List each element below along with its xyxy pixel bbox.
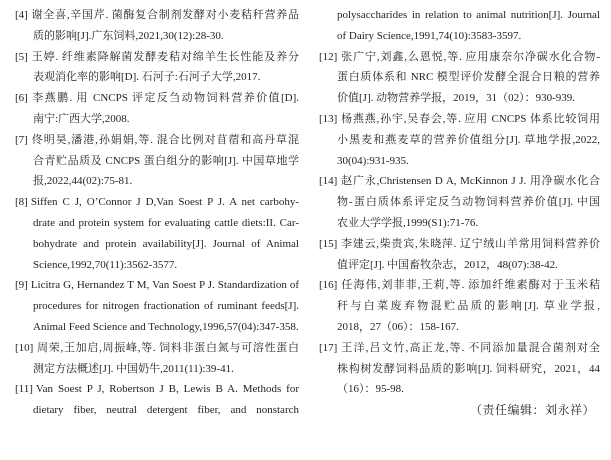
reference-item bbox=[319, 171, 600, 233]
reference-first-line bbox=[319, 338, 600, 359]
reference-line: dietary fiber, neutral detergent fiber, and nonstarch bbox=[33, 404, 299, 417]
reference-line: 30(04):931-935. bbox=[337, 154, 409, 167]
reference-first-line bbox=[15, 88, 299, 109]
reference-line: of Dairy Science,1991,74(10):3583-3597. bbox=[337, 29, 522, 42]
reference-number: [13] bbox=[319, 112, 338, 125]
left-column bbox=[15, 5, 299, 421]
reference-line: 表观消化率的影响[D]. 石河子:石河子大学,2017. bbox=[33, 71, 261, 84]
reference-number: [4] bbox=[15, 9, 28, 21]
reference-number: [17] bbox=[319, 341, 338, 354]
reference-first-line bbox=[15, 130, 299, 151]
reference-line: Science,1992,70(11):3562-3577. bbox=[33, 258, 178, 271]
reference-number: [10] bbox=[15, 341, 34, 354]
reference-first-line bbox=[15, 5, 299, 26]
reference-number: [5] bbox=[15, 50, 28, 63]
reference-text: 李建云,柴贵宾,朱晓萍. 辽宁绒山羊常用饲料营养价 bbox=[340, 237, 600, 250]
reference-first-line bbox=[319, 109, 600, 130]
reference-number: [11] bbox=[15, 383, 33, 396]
reference-text: 王婷. 纤维素降解菌发酵麦秸对绵羊生长性能及养分 bbox=[30, 50, 299, 63]
reference-line: Animal Feed Science and Technology,1996,57(04):347-358. bbox=[33, 320, 299, 333]
reference-first-line bbox=[15, 192, 299, 213]
reference-list bbox=[319, 47, 600, 401]
reference-line: 值评定[J]. 中国畜牧杂志，2012，48(07):38-42. bbox=[337, 258, 558, 271]
reference-number: [15] bbox=[319, 237, 338, 250]
reference-line: 2018，27（06）：158-167. bbox=[337, 320, 459, 333]
reference-item bbox=[15, 338, 299, 380]
reference-text: Siffen C J, O’Connor J D,Van Soest P J. A net carbohy- bbox=[30, 196, 299, 209]
reference-continuation bbox=[319, 5, 600, 47]
reference-line: 蛋白质体系和 NRC 模型评价发酵全混合日粮的营养 bbox=[337, 71, 600, 84]
reference-item bbox=[15, 379, 299, 421]
reference-number: [12] bbox=[319, 50, 338, 63]
reference-line: 报,2022,44(02):75-81. bbox=[33, 175, 133, 188]
reference-number: [8] bbox=[15, 196, 28, 209]
reference-text: 周荣,王加启,周振峰,等. 饲料非蛋白氮与可溶性蛋白 bbox=[36, 341, 299, 354]
reference-line: 株构树发酵饲料品质的影响[J]. 饲料研究，2021，44 bbox=[337, 362, 600, 375]
reference-first-line bbox=[15, 338, 299, 359]
reference-first-line bbox=[319, 234, 600, 255]
reference-line: 合青贮品质及 CNCPS 蛋白组分的影响[J]. 中国草地学 bbox=[33, 154, 299, 167]
reference-text: 张广宁,刘鑫,么恩悦,等. 应用康奈尔净碳水化合物- bbox=[340, 50, 600, 63]
reference-line: 秆与白菜废弃物混贮品质的影响[J]. 草业学报, bbox=[337, 300, 600, 313]
reference-item bbox=[15, 88, 299, 130]
reference-line: 农业大学学报,1999(S1):71-76. bbox=[337, 216, 479, 229]
reference-item bbox=[15, 47, 299, 89]
reference-line: polysaccharides in relation to animal nutrition[J]. Journal bbox=[337, 9, 600, 21]
reference-item bbox=[15, 275, 299, 337]
reference-line: 测定方法概述[J]. 中国奶牛,2011(11):39-41. bbox=[33, 362, 234, 375]
reference-line: procedures for nitrogen fractionation of ruminant feeds[J]. bbox=[33, 300, 299, 313]
right-column bbox=[319, 5, 600, 421]
reference-text: 谢全喜,辛国芹. 菌酶复合制剂发酵对小麦秸秆营养品 bbox=[30, 9, 299, 21]
reference-item bbox=[319, 109, 600, 171]
reference-text: Van Soest P J, Robertson J B, Lewis B A. Methods for bbox=[35, 383, 299, 396]
reference-line: 质的影响[J].广东饲料,2021,30(12):28-30. bbox=[33, 29, 224, 42]
reference-first-line bbox=[15, 379, 299, 400]
reference-first-line bbox=[15, 47, 299, 68]
reference-text: 王洋,吕文竹,高正龙,等. 不同添加量混合菌剂对全 bbox=[340, 341, 600, 354]
reference-line: （16）：95-98. bbox=[337, 383, 404, 396]
reference-item bbox=[319, 47, 600, 109]
editor-note: （责任编辑：刘永祥） bbox=[469, 403, 595, 418]
reference-text: 杨燕燕,孙宇,吴春会,等. 应用 CNCPS 体系比较饲用 bbox=[340, 112, 600, 125]
reference-item bbox=[319, 234, 600, 276]
reference-text: 赵广永,Christensen D A, McKinnon J J. 用净碳水化合 bbox=[340, 175, 600, 188]
reference-item bbox=[15, 130, 299, 192]
reference-first-line bbox=[15, 275, 299, 296]
reference-item bbox=[319, 275, 600, 337]
reference-text: 佟明昊,潘港,孙娟娟,等. 混合比例对苜蓿和高丹草混 bbox=[30, 133, 299, 146]
reference-first-line bbox=[319, 47, 600, 68]
reference-line: 价值[J]. 动物营养学报，2019，31（02）：930-939. bbox=[337, 92, 576, 105]
reference-first-line bbox=[319, 171, 600, 192]
reference-text: 任海伟,刘菲菲,王莉,等. 添加纤维素酶对于玉米秸 bbox=[340, 279, 600, 292]
reference-item bbox=[15, 5, 299, 47]
reference-text: 李燕鹏. 用 CNCPS 评定反刍动物饲料营养价值[D]. bbox=[30, 92, 299, 105]
reference-number: [16] bbox=[319, 279, 338, 292]
reference-line: 物-蛋白质体系评定反刍动物饲料营养价值[J]. 中国 bbox=[337, 196, 600, 209]
reference-line: bohydrate and protein availability[J]. Journal of Animal bbox=[33, 237, 299, 250]
reference-number: [9] bbox=[15, 279, 28, 292]
reference-line: drate and protein system for evaluating cattle diets:II. Car- bbox=[33, 216, 299, 229]
reference-line: 小黑麦和燕麦草的营养价值组分[J]. 草地学报,2022, bbox=[337, 133, 600, 146]
reference-number: [6] bbox=[15, 92, 28, 105]
reference-text: Licitra G, Hernandez T M, Van Soest P J. Standardization of bbox=[30, 279, 299, 292]
reference-number: [14] bbox=[319, 175, 338, 188]
reference-number: [7] bbox=[15, 133, 28, 146]
reference-item bbox=[319, 338, 600, 400]
reference-item bbox=[15, 192, 299, 275]
reference-first-line bbox=[319, 275, 600, 296]
reference-line: 南宁:广西大学,2008. bbox=[33, 112, 130, 125]
